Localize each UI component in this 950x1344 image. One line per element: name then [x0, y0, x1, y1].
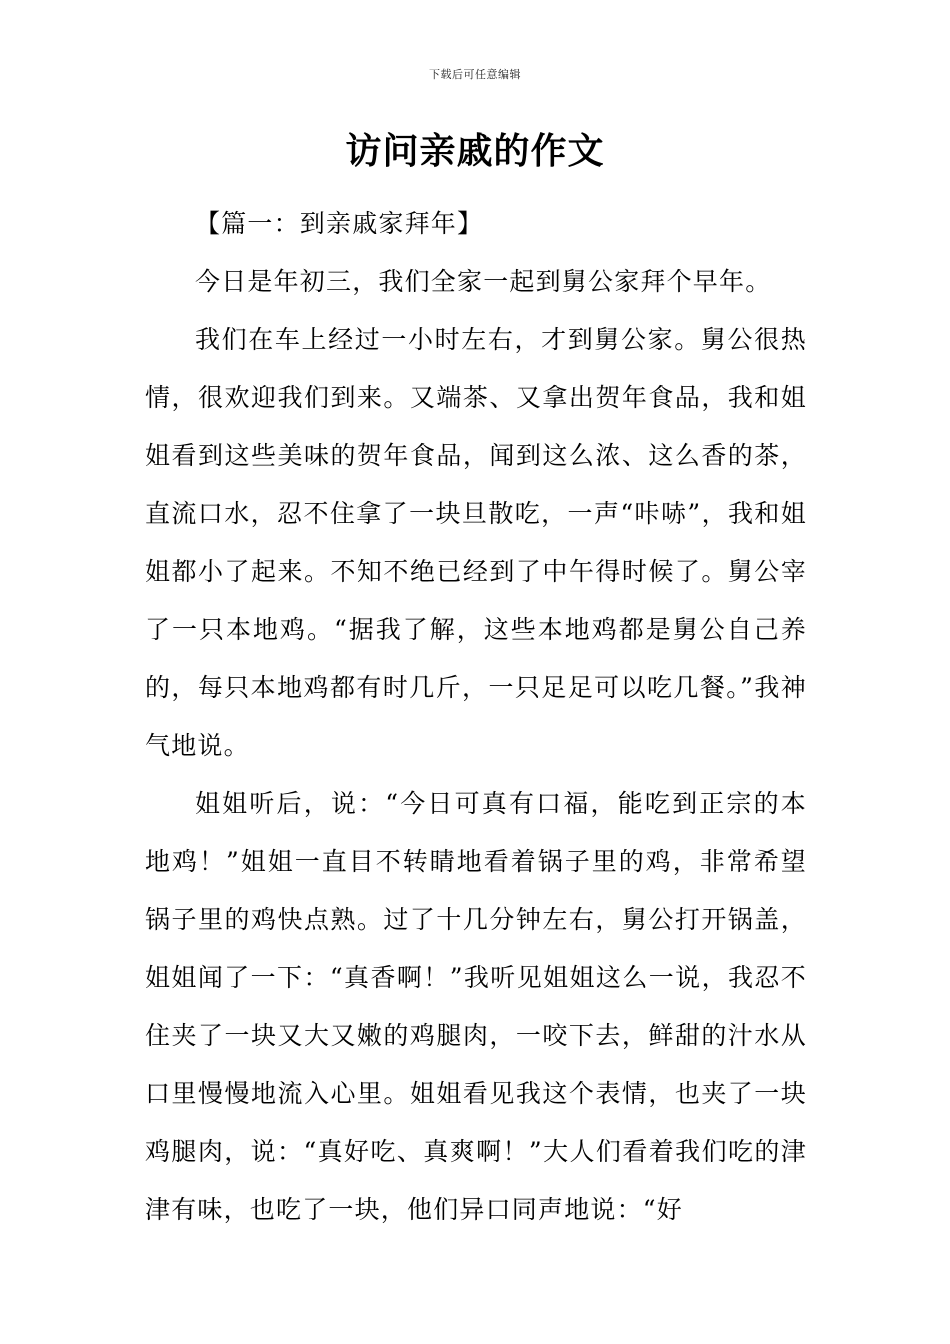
document-title: 访问亲戚的作文: [345, 131, 605, 172]
document-body: [145, 195, 807, 1239]
paragraph-2: 我们在车上经过一小时左右，才到舅公家。舅公很热情，很欢迎我们到来。又端茶、又拿出贺年食品，我和姐姐看到这些美味的贺年食品，闻到这么浓、这么香的茶，直流口水，忍不住拿了一块旦散吃，一声“咔哧”，我和姐姐都小了起来。不知不绝已经到了中午得时候了。舅公宰了一只本地鸡。“据我了解，这些本地鸡都是舅公自己养的，每只本地鸡都有时几斤，一只足足可以吃几餐。”我神气地说。: [145, 325, 807, 760]
paragraph-1: 今日是年初三，我们全家一起到舅公家拜个早年。: [195, 267, 772, 296]
header-note: 下载后可任意编辑: [429, 68, 521, 81]
paragraph-3: 姐姐听后，说：“今日可真有口福，能吃到正宗的本地鸡！”姐姐一直目不转睛地看着锅子里的鸡，非常希望锅子里的鸡快点熟。过了十几分钟左右，舅公打开锅盖，姐姐闻了一下：“真香啊！”我听见姐姐这么一说，我忍不住夹了一块又大又嫩的鸡腿肉，一咬下去，鲜甜的汁水从口里慢慢地流入心里。姐姐看见我这个表情，也夹了一块鸡腿肉，说：“真好吃、真爽啊！”大人们看着我们吃的津津有味，也吃了一块，他们异口同声地说：“好: [145, 789, 807, 1224]
section-heading: 【篇一：到亲戚家拜年】: [195, 209, 484, 238]
